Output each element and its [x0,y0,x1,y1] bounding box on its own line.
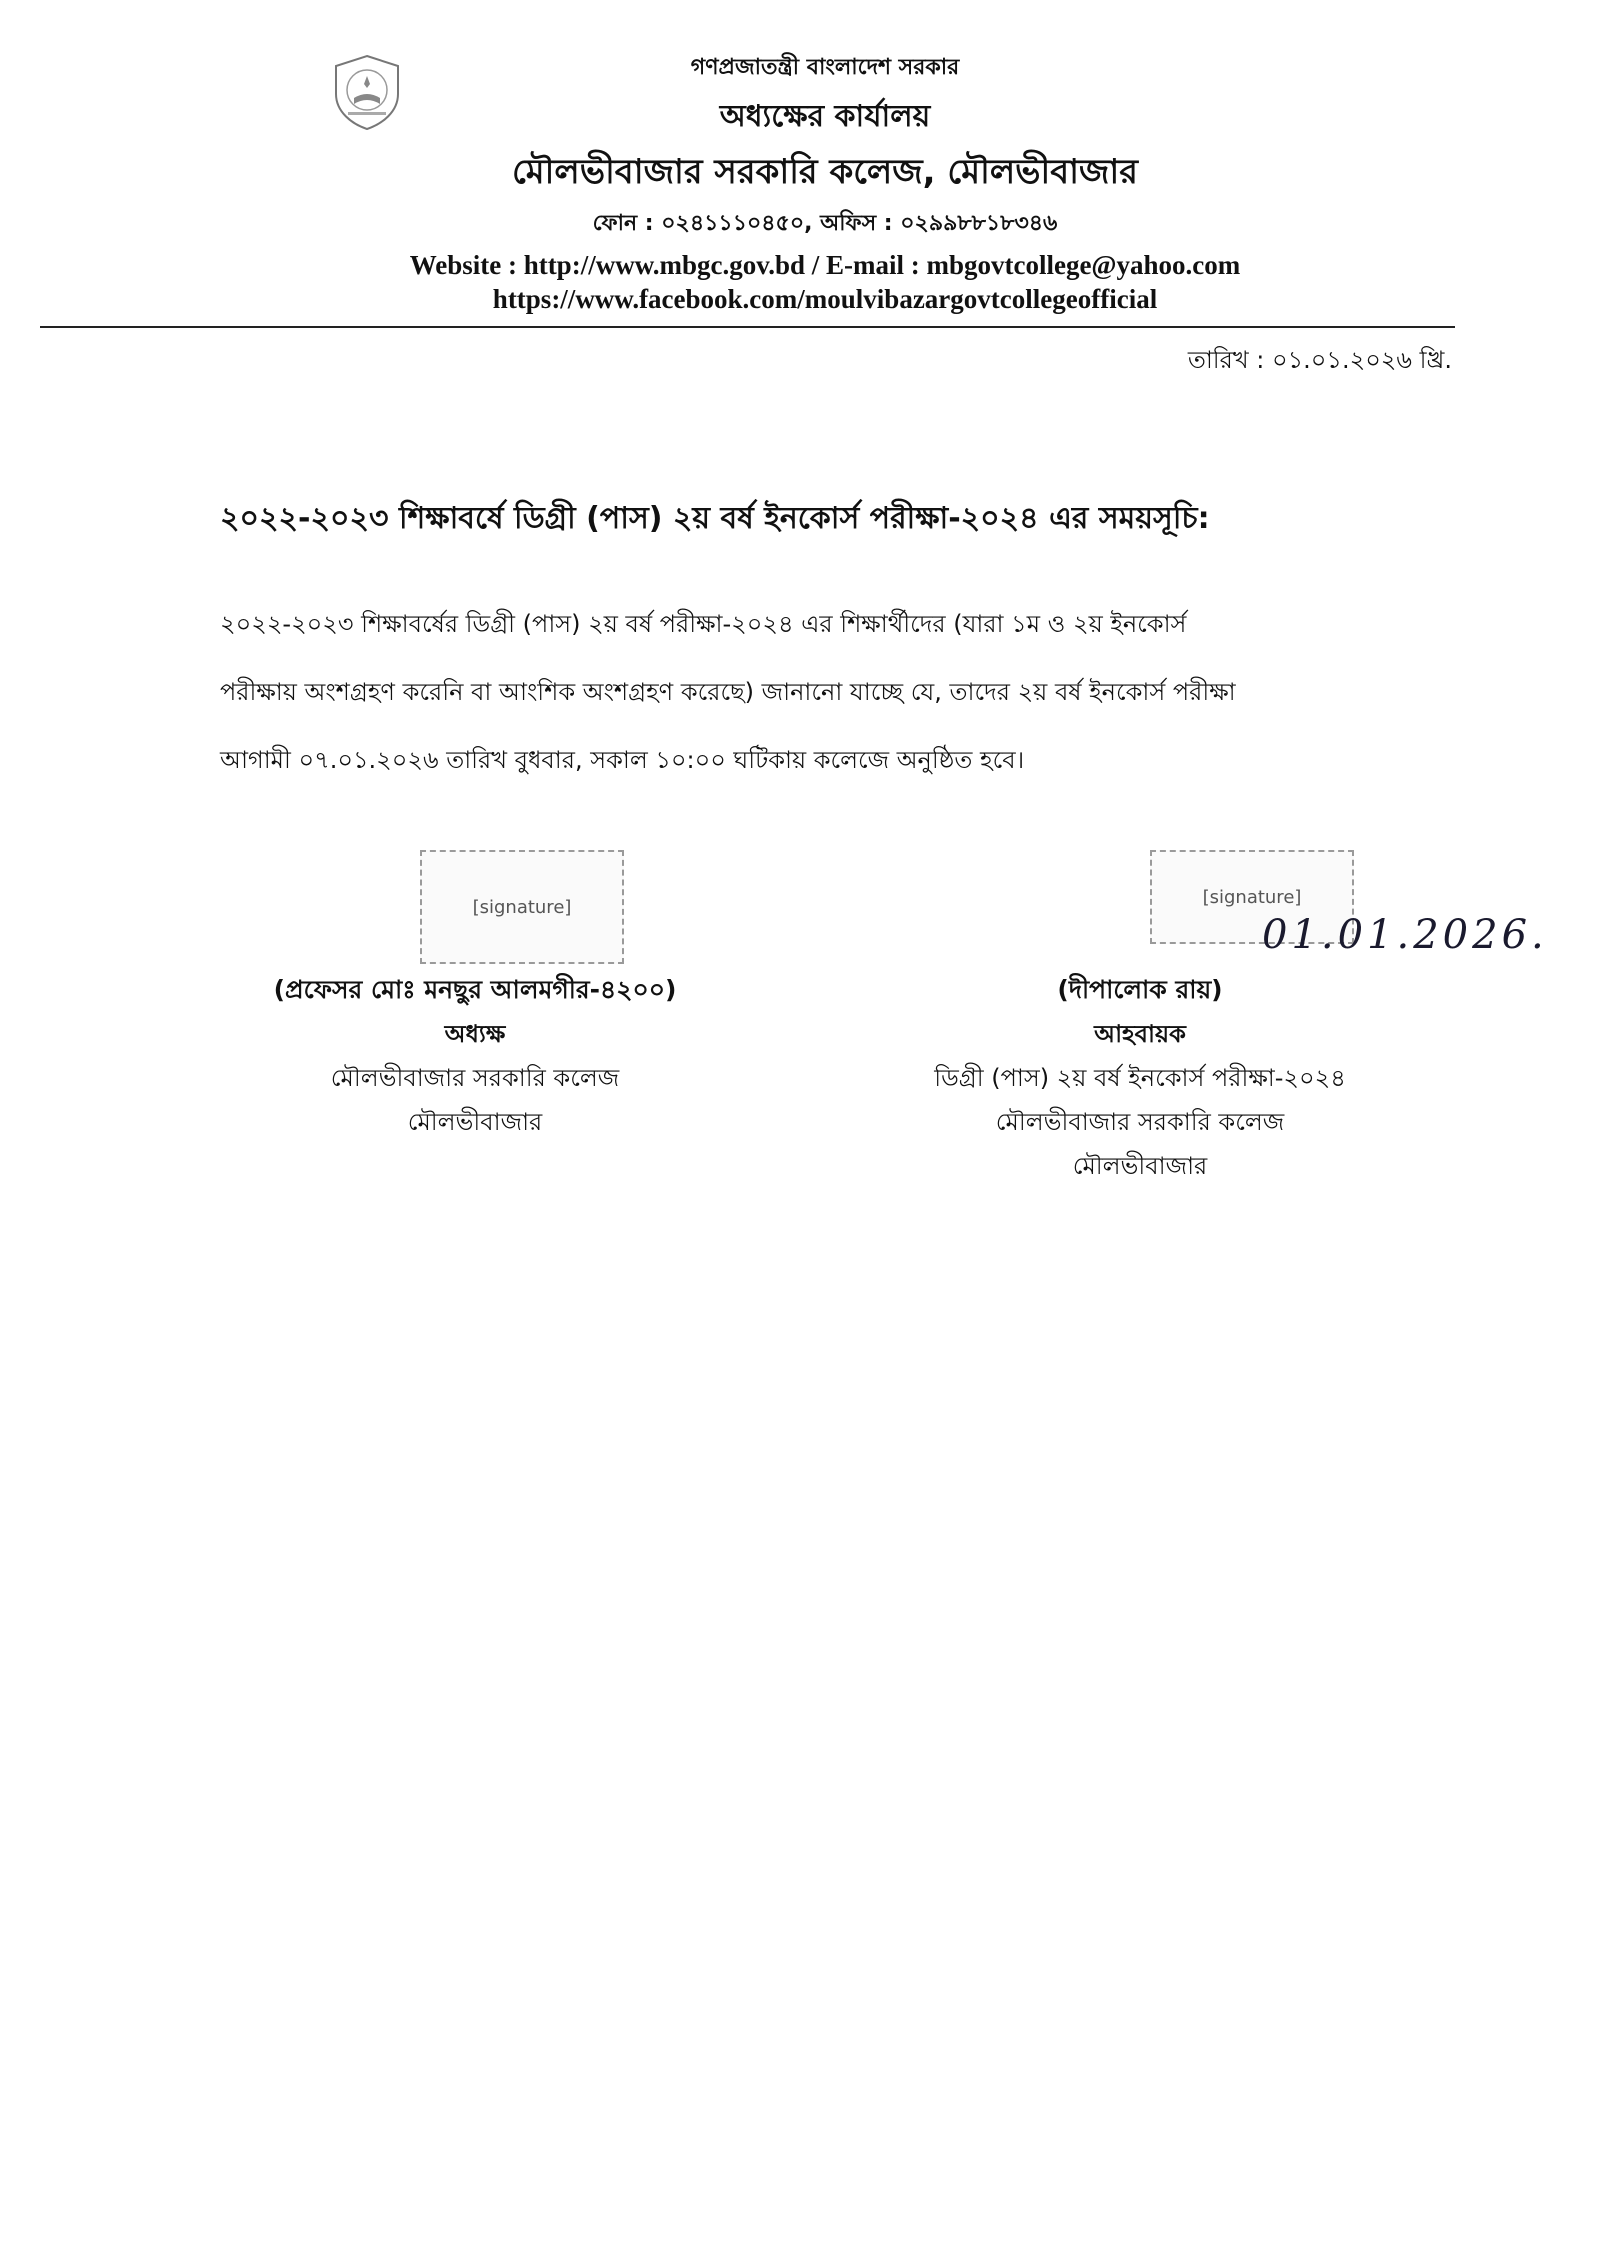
convener-signature-block [880,968,1400,1188]
principal-signature-block [240,968,710,1144]
notice-body [220,590,1460,794]
body-line-2: পরীক্ষায় অংশগ্রহণ করেনি বা আংশিক অংশগ্রহণ করেছে) জানানো যাচ্ছে যে, তাদের ২য় বর্ষ ইনকোর্স পরীক্ষা [220,678,1236,706]
principal-place: মৌলভীবাজার [407,1108,543,1136]
facebook-link: https://www.facebook.com/moulvibazargovtcollegeofficial [492,284,1158,314]
office-title: অধ্যক্ষের কার্যালয় [719,99,931,134]
notice-title: ২০২২-২০২৩ শিক্ষাবর্ষে ডিগ্রী (পাস) ২য় বর্ষ ইনকোর্স পরীক্ষা-২০২৪ এর সময়সূচি: [220,501,1210,536]
handwritten-date: 01.01.2026. [1262,912,1548,958]
government-header: গণপ্রজাতন্ত্রী বাংলাদেশ সরকার [690,55,960,80]
convener-org: মৌলভীবাজার সরকারি কলেজ [995,1108,1285,1136]
principal-role: অধ্যক্ষ [444,1020,506,1048]
header-divider [40,326,1455,328]
phone-line: ফোন : ০২৪১১১০৪৫০, অফিস : ০২৯৯৮৮১৮৩৪৬ [592,211,1058,236]
notice-date: তারিখ : ০১.০১.২০২৬ খ্রি. [1187,346,1452,374]
convener-place: মৌলভীবাজার [1072,1152,1208,1180]
college-name: মৌলভীবাজার সরকারি কলেজ, মৌলভীবাজার [512,152,1138,192]
body-line-3: আগামী ০৭.০১.২০২৬ তারিখ বুধবার, সকাল ১০:০০ ঘটিকায় কলেজে অনুষ্ঠিত হবে। [220,746,1025,774]
convener-name: (দীপালোক রায়) [1057,975,1223,1004]
principal-name: (প্রফেসর মোঃ মনছুর আলমগীর-৪২০০) [273,975,677,1004]
principal-signature-placeholder: [signature] [420,850,624,964]
convener-signature-placeholder: [signature] [1150,850,1354,944]
convener-role: আহবায়ক [1094,1020,1186,1048]
principal-org: মৌলভীবাজার সরকারি কলেজ [330,1064,620,1092]
convener-committee: ডিগ্রী (পাস) ২য় বর্ষ ইনকোর্স পরীক্ষা-২০২৪ [934,1064,1346,1092]
body-line-1: ২০২২-২০২৩ শিক্ষাবর্ষের ডিগ্রী (পাস) ২য় বর্ষ পরীক্ষা-২০২৪ এর শিক্ষার্থীদের (যারা ১ম ও ২য় ইনকোর্স [220,610,1187,638]
website-email-line: Website : http://www.mbgc.gov.bd / E-mail : mbgovtcollege@yahoo.com [409,250,1241,280]
